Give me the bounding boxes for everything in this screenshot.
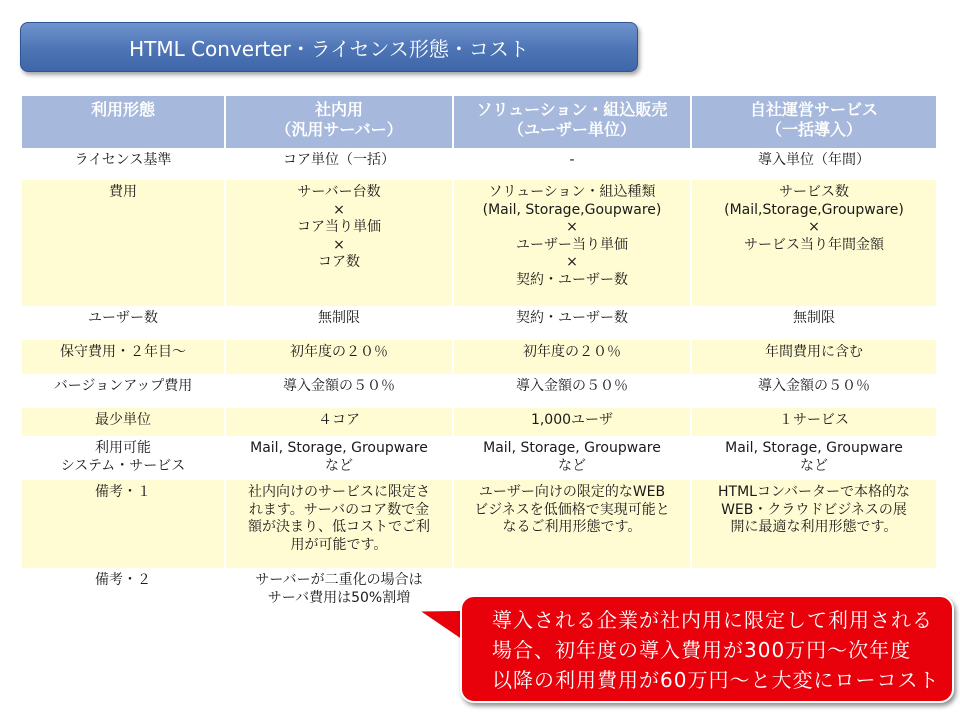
cell-internal: ４コア: [226, 408, 452, 436]
cell-service: HTMLコンバーターで本格的な WEB・クラウドビジネスの展 開に最適な利用形態です。: [692, 480, 936, 568]
table-row-upgrade: [22, 374, 936, 408]
page-title-text: HTML Converter・ライセンス形態・コスト: [129, 36, 529, 61]
cell-solution: 1,000ユーザ: [454, 408, 690, 436]
cell-internal: 導入金額の５０％: [226, 374, 452, 408]
cell-service: 導入金額の５０％: [692, 374, 936, 408]
cell-internal: コア単位（一括）: [226, 148, 452, 176]
row-label: 最少単位: [22, 408, 224, 436]
callout-line: 導入される企業が社内用に限定して利用される: [492, 608, 933, 632]
cell-service: Mail, Storage, Groupware など: [692, 436, 936, 480]
page-title: [20, 22, 638, 72]
table-row-users: [22, 306, 936, 340]
header-service: 自社運営サービス （一括導入）: [692, 96, 936, 148]
row-label: ライセンス基準: [22, 148, 224, 176]
cell-internal: 社内向けのサービスに限定さ れます。サーバのコア数で金 額が決まり、低コストでご利 用が可能です。: [226, 480, 452, 568]
header-solution: ソリューション・組込販売 （ユーザー単位）: [454, 96, 690, 148]
cell-service: 導入単位（年間）: [692, 148, 936, 176]
cell-internal: 初年度の２０％: [226, 340, 452, 374]
cell-internal: サーバー台数 × コア当り単価 × コア数: [226, 180, 452, 306]
row-label: 備考・１: [22, 480, 224, 568]
table-row-note1: [22, 480, 936, 568]
table-row-cost: [22, 180, 936, 306]
table-row-min-unit: [22, 408, 936, 436]
cell-internal: サーバーが二重化の場合は サーバ費用は50%割増: [226, 568, 452, 618]
row-label: バージョンアップ費用: [22, 374, 224, 408]
license-table: [20, 96, 938, 618]
table-row-license-basis: [22, 148, 936, 176]
cell-internal: 無制限: [226, 306, 452, 340]
row-label: 費用: [22, 180, 224, 306]
cell-solution: Mail, Storage, Groupware など: [454, 436, 690, 480]
callout-line: 以降の利用費用が60万円～と大変にローコスト: [492, 668, 940, 692]
cost-callout: [460, 595, 954, 703]
cell-internal: Mail, Storage, Groupware など: [226, 436, 452, 480]
row-label: ユーザー数: [22, 306, 224, 340]
table-header-row: [22, 96, 936, 148]
table-row-systems: [22, 436, 936, 480]
cell-solution: 初年度の２０％: [454, 340, 690, 374]
cell-service: 年間費用に含む: [692, 340, 936, 374]
cell-service: サービス数 (Mail,Storage,Groupware) × サービス当り年間金額: [692, 180, 936, 306]
table-row-maintenance: [22, 340, 936, 374]
row-label: 保守費用・２年目～: [22, 340, 224, 374]
callout-line: 場合、初年度の導入費用が300万円～次年度: [492, 638, 912, 662]
row-label: 利用可能 システム・サービス: [22, 436, 224, 480]
row-label: 備考・２: [22, 568, 224, 618]
cell-solution: 導入金額の５０％: [454, 374, 690, 408]
cell-solution: -: [454, 148, 690, 176]
header-internal: 社内用 （汎用サーバー）: [226, 96, 452, 148]
header-usage-type: 利用形態: [22, 96, 224, 148]
cell-solution: ソリューション・組込種類 (Mail, Storage,Goupware) × ユーザー当り単価 × 契約・ユーザー数: [454, 180, 690, 306]
cell-solution: ユーザー向けの限定的なWEB ビジネスを低価格で実現可能と なるご利用形態です。: [454, 480, 690, 568]
cell-service: １サービス: [692, 408, 936, 436]
cell-solution: 契約・ユーザー数: [454, 306, 690, 340]
cell-service: 無制限: [692, 306, 936, 340]
